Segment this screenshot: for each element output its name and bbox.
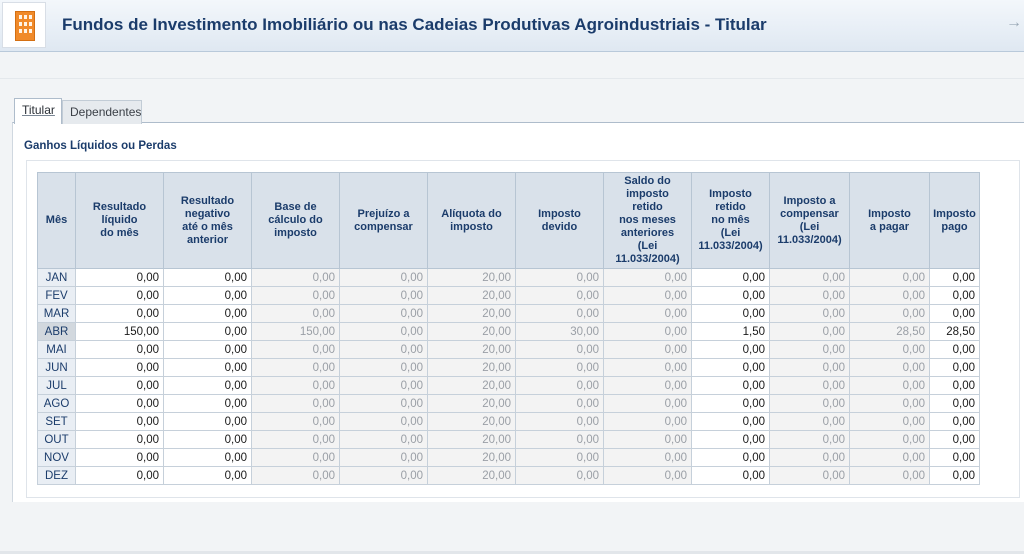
column-header-label: a pagar xyxy=(869,220,910,233)
table-row xyxy=(38,359,980,377)
value-input-cell[interactable]: 0,00 xyxy=(164,305,252,323)
value-input-cell[interactable]: 0,00 xyxy=(930,395,980,413)
value-input-cell[interactable]: 0,00 xyxy=(164,359,252,377)
column-header-label: Imposto xyxy=(709,188,752,200)
value-cell: 0,00 xyxy=(770,305,850,323)
value-cell: 0,00 xyxy=(252,431,340,449)
value-cell: 0,00 xyxy=(770,377,850,395)
column-header xyxy=(76,173,164,269)
value-cell: 20,00 xyxy=(428,467,516,485)
value-cell: 0,00 xyxy=(252,359,340,377)
value-cell: 0,00 xyxy=(516,269,604,287)
month-cell[interactable]: MAR xyxy=(38,305,76,323)
value-cell: 20,00 xyxy=(428,287,516,305)
column-header xyxy=(930,173,980,269)
column-header-label: 11.033/2004) xyxy=(615,253,680,265)
value-input-cell[interactable]: 0,00 xyxy=(164,323,252,341)
value-cell: 0,00 xyxy=(340,449,428,467)
month-cell[interactable]: JUN xyxy=(38,359,76,377)
column-header-label: Imposto xyxy=(868,207,911,220)
value-input-cell[interactable]: 0,00 xyxy=(692,305,770,323)
column-header-label: Imposto xyxy=(933,207,976,220)
value-input-cell[interactable]: 0,00 xyxy=(930,305,980,323)
value-cell: 0,00 xyxy=(770,269,850,287)
table-header-row xyxy=(38,173,980,269)
column-header-label: anterior xyxy=(187,233,228,246)
value-cell: 20,00 xyxy=(428,269,516,287)
value-cell: 0,00 xyxy=(850,287,930,305)
column-header-label: compensar xyxy=(354,220,413,233)
table-row xyxy=(38,341,980,359)
table-row xyxy=(38,323,980,341)
value-cell: 0,00 xyxy=(850,341,930,359)
value-input-cell[interactable]: 0,00 xyxy=(76,341,164,359)
value-input-cell[interactable]: 0,00 xyxy=(692,359,770,377)
month-cell[interactable]: FEV xyxy=(38,287,76,305)
value-cell: 0,00 xyxy=(850,431,930,449)
value-cell: 20,00 xyxy=(428,395,516,413)
column-header-label: Resultado xyxy=(180,194,235,207)
value-cell: 0,00 xyxy=(516,431,604,449)
month-cell[interactable]: DEZ xyxy=(38,467,76,485)
value-input-cell[interactable]: 150,00 xyxy=(76,323,164,341)
table-row xyxy=(38,449,980,467)
value-input-cell[interactable]: 0,00 xyxy=(76,305,164,323)
value-input-cell[interactable]: 0,00 xyxy=(930,467,980,485)
column-header-label: no mês xyxy=(711,214,750,226)
column-header xyxy=(252,173,340,269)
value-cell: 20,00 xyxy=(428,341,516,359)
value-cell: 0,00 xyxy=(340,305,428,323)
value-input-cell[interactable]: 0,00 xyxy=(164,467,252,485)
value-cell: 0,00 xyxy=(770,467,850,485)
value-cell: 0,00 xyxy=(516,449,604,467)
column-header-label: retido xyxy=(632,201,663,213)
tab-titular[interactable]: Titular xyxy=(14,98,62,124)
month-cell[interactable]: SET xyxy=(38,413,76,431)
column-header-label: anteriores xyxy=(620,227,675,239)
value-cell: 20,00 xyxy=(428,359,516,377)
value-cell: 0,00 xyxy=(252,341,340,359)
month-cell[interactable]: JUL xyxy=(38,377,76,395)
page-title: Fundos de Investimento Imobiliário ou nas Cadeias Produtivas Agroindustriais - Titular xyxy=(62,15,767,34)
value-cell: 0,00 xyxy=(770,341,850,359)
value-input-cell[interactable]: 0,00 xyxy=(76,395,164,413)
column-header-label: devido xyxy=(541,220,578,233)
column-header xyxy=(850,173,930,269)
value-cell: 0,00 xyxy=(340,467,428,485)
value-cell: 0,00 xyxy=(604,413,692,431)
value-cell: 0,00 xyxy=(604,395,692,413)
column-header xyxy=(164,173,252,269)
value-input-cell[interactable]: 0,00 xyxy=(164,413,252,431)
value-cell: 0,00 xyxy=(252,269,340,287)
column-header-label: (Lei xyxy=(637,240,658,252)
value-cell: 0,00 xyxy=(604,431,692,449)
value-input-cell[interactable]: 0,00 xyxy=(76,467,164,485)
value-cell: 0,00 xyxy=(516,341,604,359)
value-cell: 0,00 xyxy=(850,377,930,395)
column-header-label: imposto xyxy=(450,220,493,233)
column-header-label: Base de xyxy=(274,201,317,213)
ganhos-table xyxy=(37,172,980,485)
value-cell: 0,00 xyxy=(850,269,930,287)
value-input-cell[interactable]: 0,00 xyxy=(692,269,770,287)
value-cell: 0,00 xyxy=(340,413,428,431)
value-cell: 0,00 xyxy=(604,287,692,305)
column-header-label: cálculo do xyxy=(268,214,323,226)
column-header-label: (Lei xyxy=(799,220,820,233)
value-cell: 0,00 xyxy=(770,413,850,431)
value-input-cell[interactable]: 28,50 xyxy=(930,323,980,341)
table-row xyxy=(38,269,980,287)
column-header-label: Imposto a xyxy=(783,194,836,207)
column-header-label: 11.033/2004) xyxy=(698,240,763,252)
value-cell: 0,00 xyxy=(252,467,340,485)
tab-dependentes[interactable]: Dependentes xyxy=(62,100,142,124)
value-cell: 20,00 xyxy=(428,413,516,431)
column-header-label: (Lei xyxy=(720,227,741,239)
value-cell: 0,00 xyxy=(340,359,428,377)
arrow-icon: → xyxy=(1006,14,1022,31)
column-header-label: Resultado xyxy=(92,201,147,213)
value-cell: 0,00 xyxy=(516,413,604,431)
value-input-cell[interactable]: 0,00 xyxy=(164,269,252,287)
value-cell: 0,00 xyxy=(850,449,930,467)
table-row xyxy=(38,395,980,413)
value-input-cell[interactable]: 0,00 xyxy=(692,377,770,395)
value-cell: 0,00 xyxy=(340,341,428,359)
column-header-label: do mês xyxy=(100,227,139,239)
value-input-cell[interactable]: 0,00 xyxy=(930,431,980,449)
value-cell: 20,00 xyxy=(428,323,516,341)
value-cell: 0,00 xyxy=(340,287,428,305)
value-cell: 0,00 xyxy=(770,449,850,467)
value-cell: 0,00 xyxy=(604,377,692,395)
value-cell: 0,00 xyxy=(604,341,692,359)
column-header-label: Imposto xyxy=(538,207,581,220)
value-input-cell[interactable]: 0,00 xyxy=(692,341,770,359)
value-cell: 20,00 xyxy=(428,431,516,449)
value-input-cell[interactable]: 0,00 xyxy=(930,341,980,359)
value-input-cell[interactable]: 0,00 xyxy=(692,467,770,485)
value-input-cell[interactable]: 0,00 xyxy=(76,431,164,449)
value-cell: 20,00 xyxy=(428,377,516,395)
page-header xyxy=(0,0,1024,52)
value-input-cell[interactable]: 0,00 xyxy=(76,377,164,395)
value-cell: 0,00 xyxy=(252,305,340,323)
value-cell: 0,00 xyxy=(252,287,340,305)
column-header-label: pago xyxy=(941,220,968,233)
value-input-cell[interactable]: 0,00 xyxy=(164,395,252,413)
value-input-cell[interactable]: 0,00 xyxy=(692,431,770,449)
column-header-label: negativo xyxy=(184,207,231,220)
building-icon xyxy=(2,2,46,48)
value-input-cell[interactable]: 0,00 xyxy=(164,431,252,449)
value-input-cell[interactable]: 1,50 xyxy=(692,323,770,341)
value-input-cell[interactable]: 0,00 xyxy=(76,449,164,467)
column-header xyxy=(770,173,850,269)
month-cell[interactable]: ABR xyxy=(38,323,76,341)
value-input-cell[interactable]: 0,00 xyxy=(692,413,770,431)
column-header xyxy=(428,173,516,269)
column-header-label: 11.033/2004) xyxy=(777,233,842,246)
value-cell: 0,00 xyxy=(770,359,850,377)
value-cell: 0,00 xyxy=(340,323,428,341)
value-cell: 0,00 xyxy=(516,287,604,305)
value-input-cell[interactable]: 0,00 xyxy=(692,287,770,305)
column-header-label: retido xyxy=(715,201,746,213)
value-cell: 0,00 xyxy=(604,323,692,341)
month-cell[interactable]: MAI xyxy=(38,341,76,359)
column-header-label: Saldo do xyxy=(624,175,671,187)
column-header-label: nos meses xyxy=(619,214,676,226)
value-cell: 0,00 xyxy=(604,359,692,377)
value-input-cell[interactable]: 0,00 xyxy=(76,287,164,305)
value-input-cell[interactable]: 0,00 xyxy=(164,449,252,467)
value-cell: 0,00 xyxy=(850,395,930,413)
value-cell: 0,00 xyxy=(604,449,692,467)
value-input-cell[interactable]: 0,00 xyxy=(930,413,980,431)
value-cell: 30,00 xyxy=(516,323,604,341)
value-input-cell[interactable]: 0,00 xyxy=(930,269,980,287)
column-header xyxy=(692,173,770,269)
value-cell: 0,00 xyxy=(516,377,604,395)
value-cell: 0,00 xyxy=(850,305,930,323)
column-header-label: Mês xyxy=(45,214,68,226)
value-cell: 0,00 xyxy=(252,413,340,431)
value-input-cell[interactable]: 0,00 xyxy=(164,287,252,305)
value-cell: 0,00 xyxy=(340,269,428,287)
value-cell: 0,00 xyxy=(516,359,604,377)
value-cell: 150,00 xyxy=(252,323,340,341)
value-cell: 0,00 xyxy=(770,431,850,449)
value-cell: 20,00 xyxy=(428,305,516,323)
value-cell: 20,00 xyxy=(428,449,516,467)
value-input-cell[interactable]: 0,00 xyxy=(930,359,980,377)
value-input-cell[interactable]: 0,00 xyxy=(164,341,252,359)
month-cell[interactable]: AGO xyxy=(38,395,76,413)
table-row xyxy=(38,377,980,395)
table-row xyxy=(38,467,980,485)
value-cell: 0,00 xyxy=(850,359,930,377)
section-title: Ganhos Líquidos ou Perdas xyxy=(24,140,177,152)
value-input-cell[interactable]: 0,00 xyxy=(930,287,980,305)
value-cell: 28,50 xyxy=(850,323,930,341)
month-cell[interactable]: NOV xyxy=(38,449,76,467)
value-cell: 0,00 xyxy=(850,413,930,431)
value-cell: 0,00 xyxy=(340,395,428,413)
value-cell: 0,00 xyxy=(340,431,428,449)
value-cell: 0,00 xyxy=(340,377,428,395)
column-header xyxy=(516,173,604,269)
value-cell: 0,00 xyxy=(770,287,850,305)
value-cell: 0,00 xyxy=(252,395,340,413)
column-header-label: até o mês xyxy=(182,220,233,233)
value-cell: 0,00 xyxy=(604,269,692,287)
month-cell[interactable]: JAN xyxy=(38,269,76,287)
value-cell: 0,00 xyxy=(850,467,930,485)
value-cell: 0,00 xyxy=(516,395,604,413)
column-header xyxy=(340,173,428,269)
column-header-label: imposto xyxy=(626,188,669,200)
value-input-cell[interactable]: 0,00 xyxy=(930,377,980,395)
table-row xyxy=(38,305,980,323)
value-cell: 0,00 xyxy=(604,467,692,485)
column-header-label: compensar xyxy=(780,207,839,220)
value-input-cell[interactable]: 0,00 xyxy=(692,449,770,467)
column-header-label: Alíquota do xyxy=(441,207,502,220)
divider xyxy=(0,78,1024,79)
value-cell: 0,00 xyxy=(516,305,604,323)
column-header-label: Prejuízo a xyxy=(357,207,410,220)
value-cell: 0,00 xyxy=(252,449,340,467)
value-cell: 0,00 xyxy=(770,395,850,413)
column-header xyxy=(38,173,76,269)
month-cell[interactable]: OUT xyxy=(38,431,76,449)
value-cell: 0,00 xyxy=(604,305,692,323)
value-input-cell[interactable]: 0,00 xyxy=(164,377,252,395)
column-header-label: imposto xyxy=(274,227,317,239)
value-input-cell[interactable]: 0,00 xyxy=(76,413,164,431)
value-input-cell[interactable]: 0,00 xyxy=(692,395,770,413)
table-row xyxy=(38,413,980,431)
column-header xyxy=(604,173,692,269)
value-input-cell[interactable]: 0,00 xyxy=(930,449,980,467)
value-cell: 0,00 xyxy=(516,467,604,485)
table-row xyxy=(38,287,980,305)
value-cell: 0,00 xyxy=(770,323,850,341)
table-row xyxy=(38,431,980,449)
value-input-cell[interactable]: 0,00 xyxy=(76,269,164,287)
value-cell: 0,00 xyxy=(252,377,340,395)
column-header-label: líquido xyxy=(101,214,138,226)
value-input-cell[interactable]: 0,00 xyxy=(76,359,164,377)
